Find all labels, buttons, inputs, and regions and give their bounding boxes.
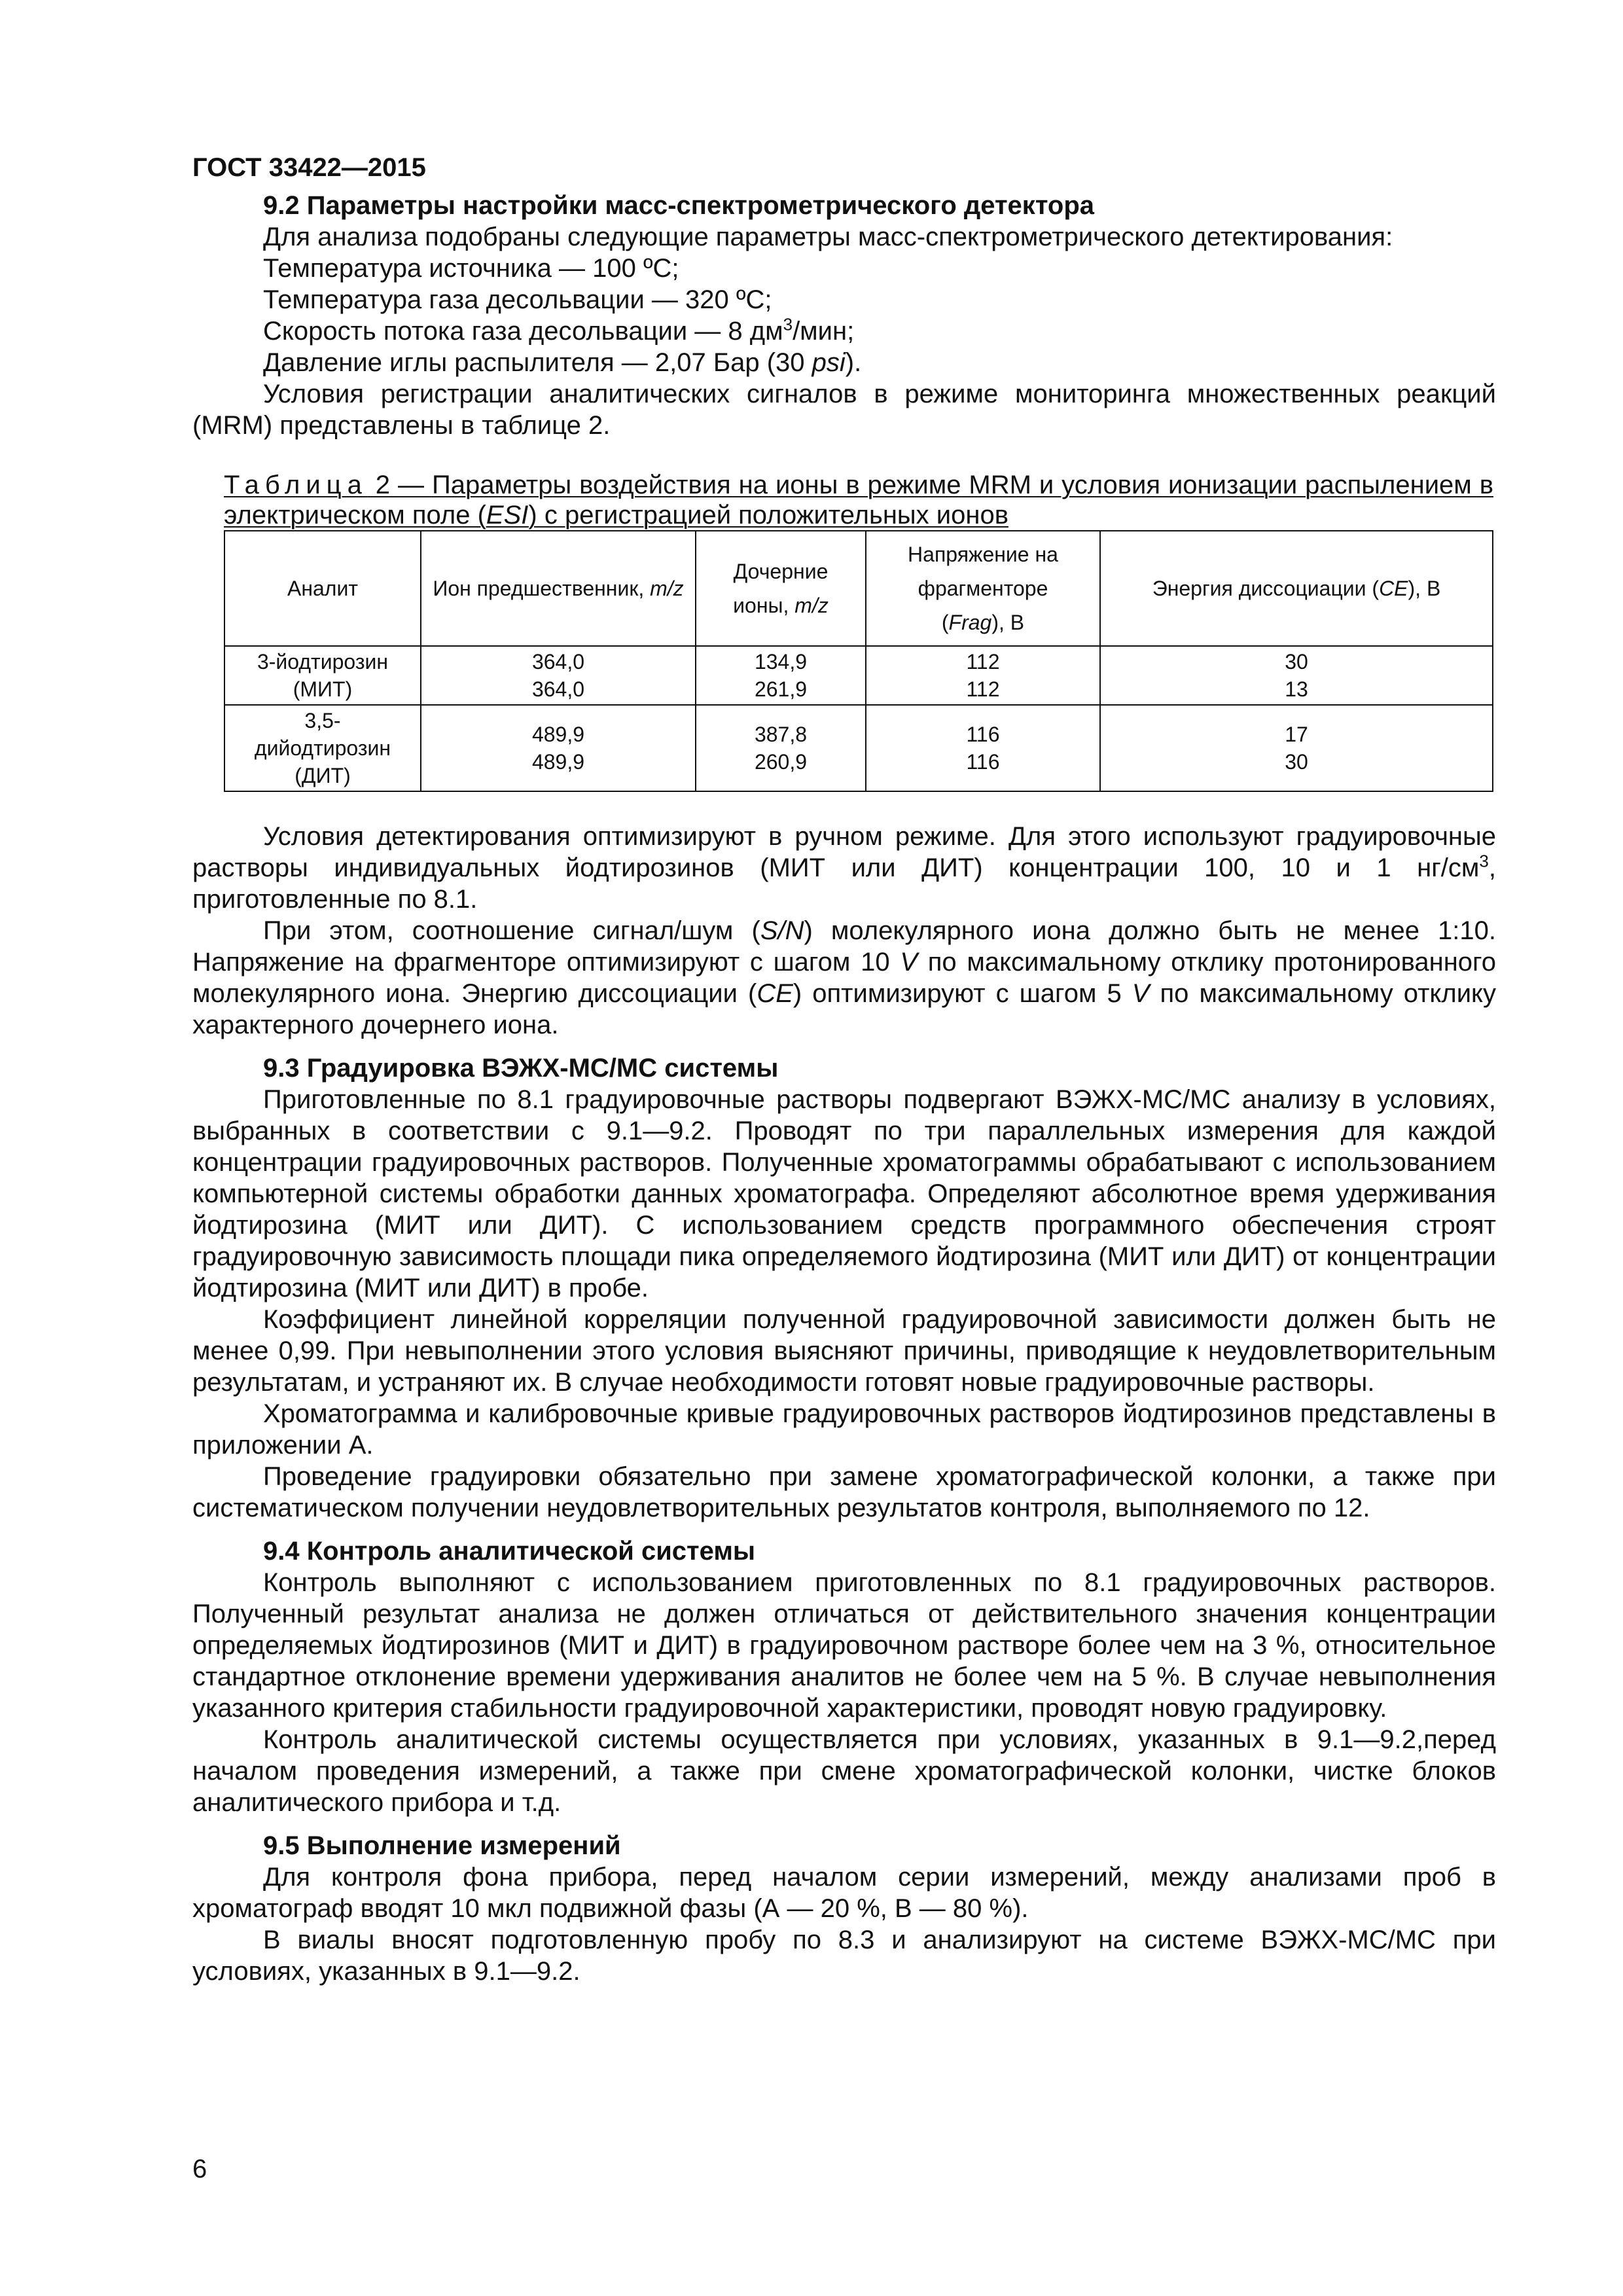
section-9-4-paragraph: Контроль аналитической системы осуществляется при условиях, указанных в 9.1—9.2,перед началом проведения измерений, а также при смене хроматографической колонки, чистке блоков аналитического прибора и т.д. bbox=[192, 1725, 1496, 1817]
param-desolvation-flow bbox=[192, 315, 1496, 347]
table-2 bbox=[224, 530, 1493, 792]
table-caption-text-2: ) с регистрацией положительных ионов bbox=[528, 501, 1008, 529]
param-nebulizer-pressure bbox=[192, 347, 1496, 378]
table-caption-text-1: Параметры воздействия на ионы в режиме MRM и условия ионизации распылением в электрическом поле ( bbox=[224, 471, 1493, 529]
document-header: ГОСТ 33422—2015 bbox=[192, 153, 426, 182]
snr-paragraph: При этом, соотношение сигнал/шум (S/N) молекулярного иона должно быть не менее 1:10. Напряжение на фрагменторе оптимизируют с шагом 10 V по максимальному отклику протонированного молекулярного иона. Энергию диссоциации (CE) оптимизируют с шагом 5 V по максимальному отклику характерного дочернего иона. bbox=[192, 916, 1497, 1039]
section-9-5-paragraph: В виалы вносят подготовленную пробу по 8.3 и анализируют на системе ВЭЖХ-МС/МС при условиях, указанных в 9.1—9.2. bbox=[192, 1926, 1496, 1986]
table-header-row bbox=[224, 531, 1493, 646]
section-9-4-title: 9.4 Контроль аналитической системы bbox=[263, 1537, 756, 1566]
pressure-suffix: ). bbox=[845, 348, 862, 377]
table-caption-num: 2 — bbox=[367, 471, 432, 499]
section-9-3-paragraph: Хроматограмма и калибровочные кривые градуировочных растворов йодтирозинов представлены в приложении А. bbox=[192, 1399, 1496, 1460]
cell-daughter: 387,8 260,9 bbox=[696, 705, 866, 791]
section-9-3-paragraph: Коэффициент линейной корреляции полученной градуировочной зависимости должен быть не менее 0,99. При невыполнении этого условия выясняют причины, приводящие к неудовлетворительным результатам, и устраняют их. В случае необходимости готовят новые градуировочные растворы. bbox=[192, 1305, 1496, 1397]
flow-sup: 3 bbox=[783, 314, 793, 334]
cell-frag: 112 112 bbox=[866, 646, 1100, 705]
section-9-5-paragraph: Для контроля фона прибора, перед началом серии измерений, между анализами проб в хроматограф вводят 10 мкл подвижной фазы (А — 20 %, В — 80 %). bbox=[192, 1863, 1496, 1923]
param-desolvation-temp: Температура газа десольвации — 320 ºС; bbox=[263, 285, 772, 314]
page-content bbox=[192, 152, 1496, 1987]
section-9-5-title: 9.5 Выполнение измерений bbox=[263, 1831, 621, 1860]
cell-ce: 30 13 bbox=[1100, 646, 1493, 705]
table-row bbox=[224, 705, 1493, 791]
table-row bbox=[224, 646, 1493, 705]
section-9-2-intro: Для анализа подобраны следующие параметры масс-спектрометрического детектирования: bbox=[263, 223, 1393, 251]
section-9-2-conditions: Условия регистрации аналитических сигналов в режиме мониторинга множественных реакций (MRM) представлены в таблице 2. bbox=[192, 380, 1496, 440]
flow-prefix: Скорость потока газа десольвации — 8 дм bbox=[263, 317, 783, 346]
section-9-4-paragraph: Контроль выполняют с использованием приготовленных по 8.1 градуировочных растворов. Полученный результат анализа не должен отличаться от действительного значения концентрации определяемых йодтирозинов (МИТ и ДИТ) в градуировочном растворе более чем на 3 %, относительное стандартное отклонение времени удерживания аналитов не более чем на 5 %. В случае невыполнения указанного критерия стабильности градуировочной характеристики, проводят новую градуировку. bbox=[192, 1568, 1496, 1723]
cell-ce: 17 30 bbox=[1100, 705, 1493, 791]
cell-analyte: 3,5- дийодтирозин (ДИТ) bbox=[224, 705, 421, 791]
cell-frag: 116 116 bbox=[866, 705, 1100, 791]
detection-conditions-paragraph: Условия детектирования оптимизируют в ручном режиме. Для этого используют градуировочные растворы индивидуальных йодтирозинов (МИТ или ДИТ) концентрации 100, 10 и 1 $нг/см^3$, приготовленные по 8.1. bbox=[192, 822, 1496, 914]
flow-suffix: /мин; bbox=[793, 317, 855, 346]
header-collision-energy: Энергия диссоциации (CE), В bbox=[1100, 531, 1493, 646]
header-analyte: Аналит bbox=[224, 531, 421, 646]
table-caption-esi: ESI bbox=[486, 501, 529, 529]
cell-precursor: 364,0 364,0 bbox=[421, 646, 696, 705]
section-9-2-title: 9.2 Параметры настройки масс-спектрометрического детектора bbox=[263, 191, 1094, 220]
section-9-3-paragraph: Приготовленные по 8.1 градуировочные растворы подвергают ВЭЖХ-МС/МС анализу в условиях, выбранных в соответствии с 9.1—9.2. Проводят по три параллельных измерения для каждой концентрации градуировочных растворов. Полученные хроматограммы обрабатывают с использованием компьютерной системы обработки данных хроматографа. Определяют абсолютное время удерживания йодтирозина (МИТ или ДИТ). С использованием средств программного обеспечения строят градуировочную зависимость площади пика определяемого йодтирозина (МИТ или ДИТ) от концентрации йодтирозина (МИТ или ДИТ) в пробе. bbox=[192, 1085, 1496, 1302]
param-source-temp: Температура источника — 100 ºС; bbox=[263, 254, 679, 283]
cell-analyte: 3-йодтирозин (МИТ) bbox=[224, 646, 421, 705]
section-9-3-paragraph: Проведение градуировки обязательно при замене хроматографической колонки, а также при систематическом получении неудовлетворительных результатов контроля, выполняемого по 12. bbox=[192, 1462, 1496, 1522]
header-daughter: Дочерние ионы, m/z bbox=[696, 531, 866, 646]
header-precursor: Ион предшественник, m/z bbox=[421, 531, 696, 646]
table-2-caption bbox=[224, 470, 1493, 530]
pressure-prefix: Давление иглы распылителя — 2,07 Бар (30 bbox=[263, 348, 812, 377]
header-fragmentor-voltage: Напряжение на фрагменторе (Frag), В bbox=[866, 531, 1100, 646]
page-number: 6 bbox=[192, 2155, 207, 2183]
cell-precursor: 489,9 489,9 bbox=[421, 705, 696, 791]
section-9-3-title: 9.3 Градуировка ВЭЖХ-МС/МС системы bbox=[263, 1054, 779, 1083]
table-caption-label: Таблица bbox=[224, 471, 368, 499]
cell-daughter: 134,9 261,9 bbox=[696, 646, 866, 705]
pressure-unit: psi bbox=[812, 348, 846, 377]
